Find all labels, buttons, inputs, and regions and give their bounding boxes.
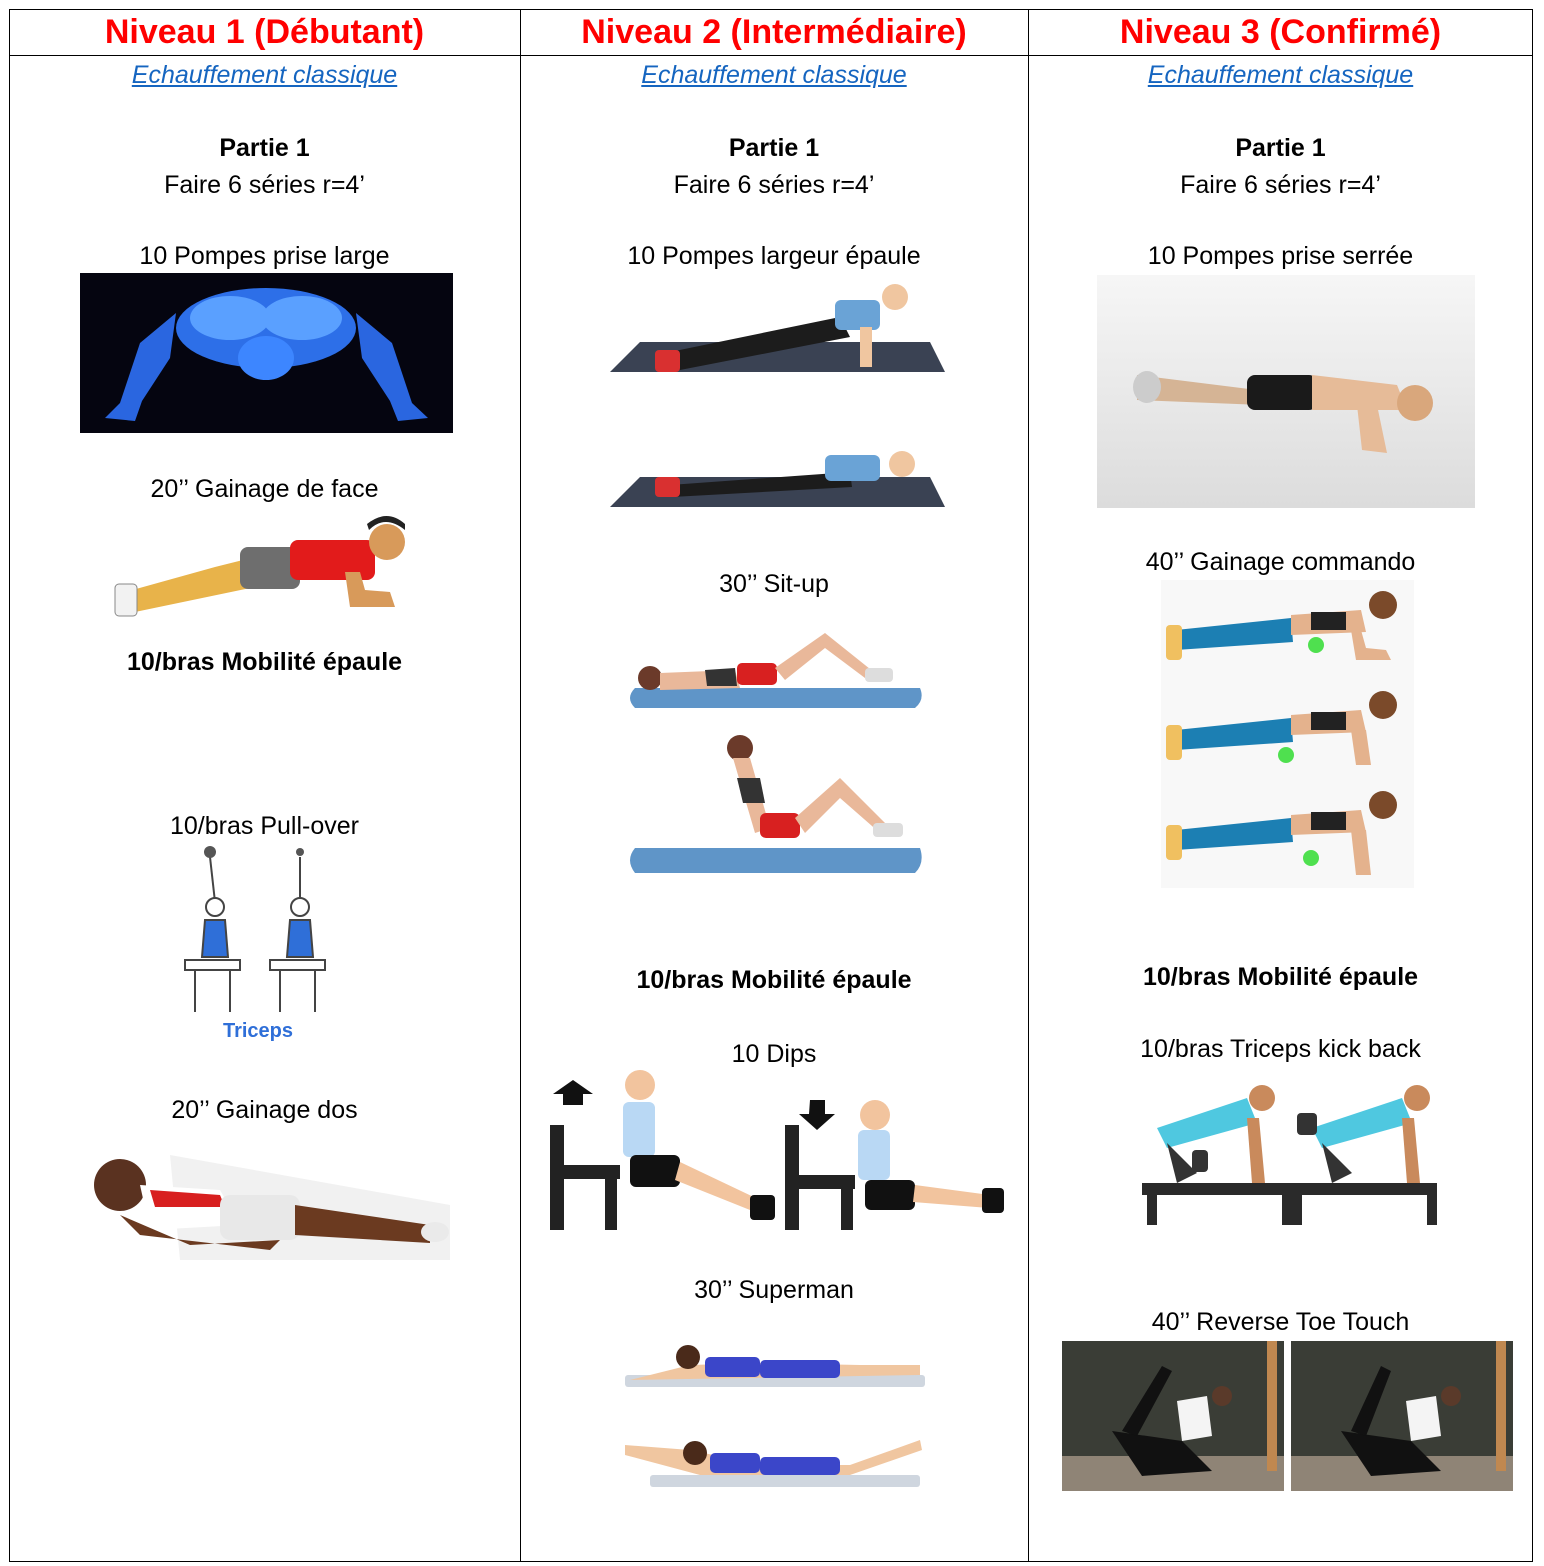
header-row-divider — [9, 55, 1533, 56]
exercise-label: 10/bras Triceps kick back — [1140, 1035, 1421, 1063]
plank-back-image — [80, 1135, 450, 1260]
exercise-label: 10 Pompes largeur épaule — [627, 242, 921, 270]
pushup-close-grip-image — [1097, 275, 1475, 508]
commando-plank-image — [1161, 580, 1414, 888]
pushup-wide-image — [80, 273, 453, 433]
level-2-header: Niveau 2 (Intermédiaire) — [581, 13, 967, 51]
exercise-label: 10 Pompes prise large — [139, 242, 390, 270]
exercise-label: 10 Pompes prise serrée — [1147, 242, 1414, 270]
reverse-toe-touch-image-1 — [1062, 1341, 1284, 1491]
exercise-label: 10/bras Mobilité épaule — [636, 966, 912, 994]
level-2-part-detail: Faire 6 séries r=4’ — [673, 171, 875, 199]
pullover-image — [170, 842, 360, 1047]
pushup-shoulder-width-image — [610, 272, 945, 528]
level-3-part-title: Partie 1 — [1235, 134, 1326, 162]
exercise-label: 30’’ Superman — [694, 1276, 854, 1304]
level-3-header: Niveau 3 (Confirmé) — [1119, 13, 1442, 51]
level-1-header: Niveau 1 (Débutant) — [104, 13, 425, 51]
dips-image — [545, 1070, 1005, 1235]
level-3-warmup-link[interactable]: Echauffement classique — [1147, 61, 1414, 89]
level-2-warmup-link[interactable]: Echauffement classique — [641, 61, 907, 89]
exercise-label: 20’’ Gainage dos — [171, 1096, 358, 1124]
exercise-label: 40’’ Reverse Toe Touch — [1151, 1308, 1410, 1336]
exercise-label: 30’’ Sit-up — [719, 570, 829, 598]
level-1-part-title: Partie 1 — [219, 134, 310, 162]
reverse-toe-touch-image-2 — [1291, 1341, 1513, 1491]
situp-image — [625, 628, 925, 883]
superman-image — [610, 1335, 940, 1510]
level-1-warmup-link[interactable]: Echauffement classique — [131, 61, 398, 89]
exercise-label: 10/bras Mobilité épaule — [1142, 963, 1419, 991]
exercise-label: 10 Dips — [731, 1040, 817, 1068]
level-3-part-detail: Faire 6 séries r=4’ — [1180, 171, 1381, 199]
triceps-kickback-image — [1137, 1078, 1440, 1228]
triceps-caption: Triceps — [222, 1020, 294, 1042]
exercise-label: 40’’ Gainage commando — [1145, 548, 1416, 576]
exercise-label: 10/bras Mobilité épaule — [126, 648, 403, 676]
exercise-label: 10/bras Pull-over — [170, 812, 359, 840]
exercise-label: 20’’ Gainage de face — [150, 475, 379, 503]
level-2-part-title: Partie 1 — [728, 134, 820, 162]
level-1-part-detail: Faire 6 séries r=4’ — [164, 171, 365, 199]
plank-front-image — [105, 512, 415, 624]
